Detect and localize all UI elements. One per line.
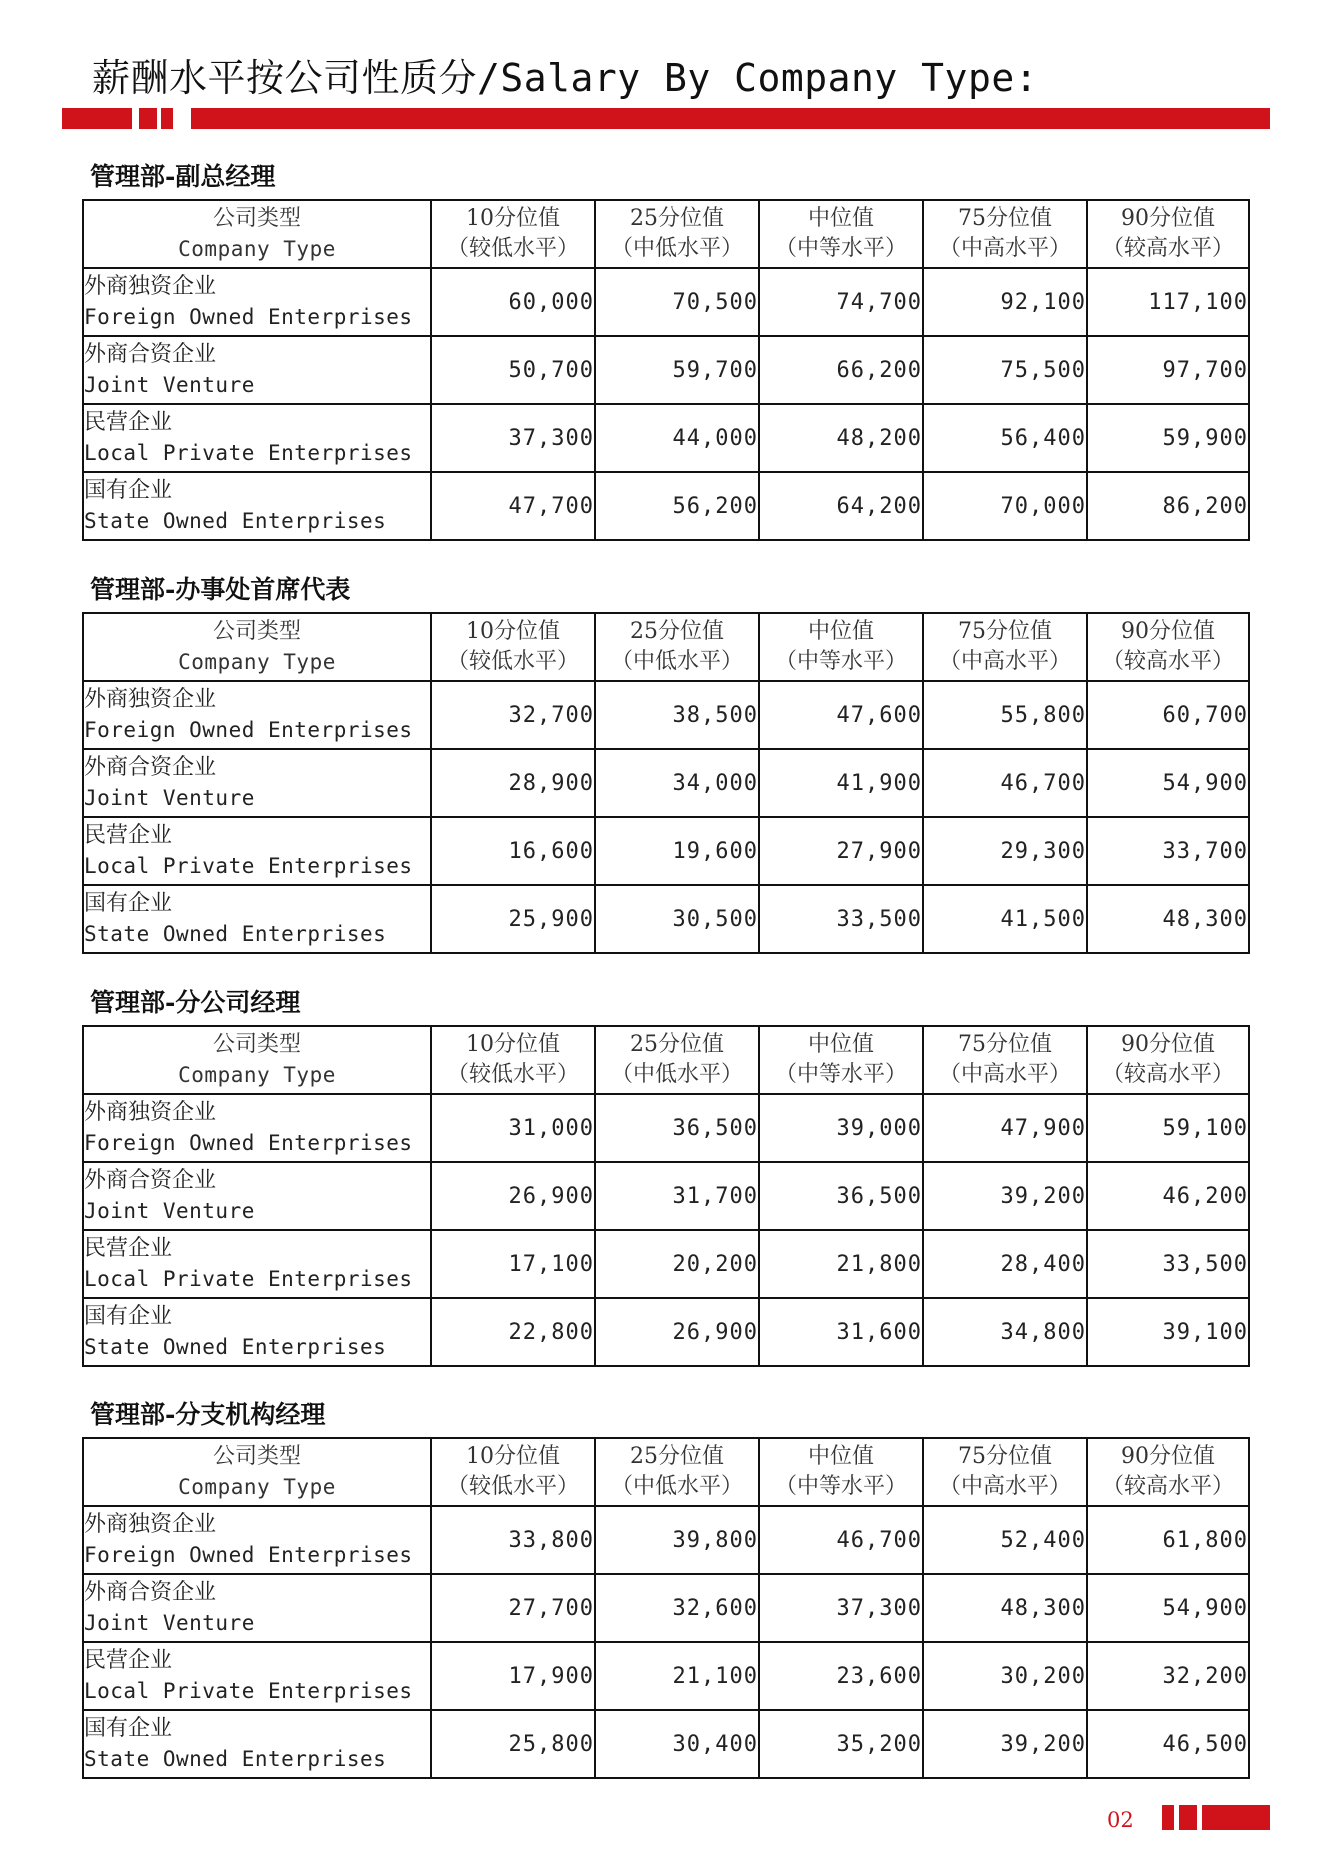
value-cell: 26,900 bbox=[595, 1298, 759, 1366]
value-cell: 30,400 bbox=[595, 1710, 759, 1778]
value-cell: 46,700 bbox=[923, 749, 1087, 817]
value-cell: 27,700 bbox=[431, 1574, 595, 1642]
value-cell: 20,200 bbox=[595, 1230, 759, 1298]
value-cell: 56,400 bbox=[923, 404, 1087, 472]
value-cell: 59,900 bbox=[1087, 404, 1249, 472]
header-company-type: 公司类型 Company Type bbox=[83, 613, 431, 681]
value-cell: 32,200 bbox=[1087, 1642, 1249, 1710]
value-cell: 28,400 bbox=[923, 1230, 1087, 1298]
header-company-type: 公司类型 Company Type bbox=[83, 1026, 431, 1094]
value-cell: 32,700 bbox=[431, 681, 595, 749]
value-cell: 41,900 bbox=[759, 749, 923, 817]
value-cell: 36,500 bbox=[595, 1094, 759, 1162]
value-cell: 34,000 bbox=[595, 749, 759, 817]
value-cell: 46,200 bbox=[1087, 1162, 1249, 1230]
value-cell: 31,000 bbox=[431, 1094, 595, 1162]
salary-table bbox=[82, 199, 1250, 541]
value-cell: 56,200 bbox=[595, 472, 759, 540]
table-header-row bbox=[83, 613, 1249, 681]
header-company-type: 公司类型 Company Type bbox=[83, 200, 431, 268]
footer-bar-main bbox=[1202, 1805, 1270, 1830]
header-bar-block-1 bbox=[139, 108, 157, 129]
header-bar-block-2 bbox=[161, 108, 173, 129]
table-row bbox=[83, 1094, 1249, 1162]
value-cell: 35,200 bbox=[759, 1710, 923, 1778]
value-cell: 97,700 bbox=[1087, 336, 1249, 404]
table-row bbox=[83, 817, 1249, 885]
table-row bbox=[83, 1506, 1249, 1574]
value-cell: 17,100 bbox=[431, 1230, 595, 1298]
company-type-cell: 外商独资企业 Foreign Owned Enterprises bbox=[83, 268, 431, 336]
header-p25: 25分位值 （中低水平） bbox=[595, 1026, 759, 1094]
value-cell: 33,700 bbox=[1087, 817, 1249, 885]
header-bar-main bbox=[191, 108, 1270, 129]
header-p90: 90分位值 （较高水平） bbox=[1087, 200, 1249, 268]
section-title: 管理部-办事处首席代表 bbox=[90, 575, 351, 604]
value-cell: 39,200 bbox=[923, 1710, 1087, 1778]
table-row bbox=[83, 1162, 1249, 1230]
value-cell: 33,500 bbox=[1087, 1230, 1249, 1298]
header-p25: 25分位值 （中低水平） bbox=[595, 200, 759, 268]
header-bar-left bbox=[62, 108, 132, 129]
value-cell: 30,200 bbox=[923, 1642, 1087, 1710]
table-header-row bbox=[83, 200, 1249, 268]
value-cell: 25,900 bbox=[431, 885, 595, 953]
table-row bbox=[83, 336, 1249, 404]
company-type-cell: 外商独资企业 Foreign Owned Enterprises bbox=[83, 681, 431, 749]
header-p10: 10分位值 （较低水平） bbox=[431, 1026, 595, 1094]
value-cell: 48,300 bbox=[923, 1574, 1087, 1642]
table-row bbox=[83, 268, 1249, 336]
value-cell: 75,500 bbox=[923, 336, 1087, 404]
value-cell: 117,100 bbox=[1087, 268, 1249, 336]
page-number: 02 bbox=[1107, 1808, 1134, 1832]
value-cell: 38,500 bbox=[595, 681, 759, 749]
header-p50: 中位值 （中等水平） bbox=[759, 200, 923, 268]
company-type-cell: 民营企业 Local Private Enterprises bbox=[83, 404, 431, 472]
value-cell: 41,500 bbox=[923, 885, 1087, 953]
header-p50: 中位值 （中等水平） bbox=[759, 1438, 923, 1506]
value-cell: 60,000 bbox=[431, 268, 595, 336]
table-row bbox=[83, 472, 1249, 540]
value-cell: 59,700 bbox=[595, 336, 759, 404]
value-cell: 31,600 bbox=[759, 1298, 923, 1366]
header-p75: 75分位值 （中高水平） bbox=[923, 1026, 1087, 1094]
header-p90: 90分位值 （较高水平） bbox=[1087, 1438, 1249, 1506]
value-cell: 27,900 bbox=[759, 817, 923, 885]
value-cell: 39,000 bbox=[759, 1094, 923, 1162]
value-cell: 33,800 bbox=[431, 1506, 595, 1574]
value-cell: 25,800 bbox=[431, 1710, 595, 1778]
company-type-cell: 国有企业 State Owned Enterprises bbox=[83, 472, 431, 540]
value-cell: 47,900 bbox=[923, 1094, 1087, 1162]
value-cell: 39,200 bbox=[923, 1162, 1087, 1230]
value-cell: 37,300 bbox=[759, 1574, 923, 1642]
salary-table bbox=[82, 1437, 1250, 1779]
page-title: 薪酬水平按公司性质分/Salary By Company Type: bbox=[92, 56, 1039, 100]
table-row bbox=[83, 1298, 1249, 1366]
header-p90: 90分位值 （较高水平） bbox=[1087, 1026, 1249, 1094]
value-cell: 21,800 bbox=[759, 1230, 923, 1298]
value-cell: 86,200 bbox=[1087, 472, 1249, 540]
value-cell: 32,600 bbox=[595, 1574, 759, 1642]
company-type-cell: 民营企业 Local Private Enterprises bbox=[83, 817, 431, 885]
company-type-cell: 民营企业 Local Private Enterprises bbox=[83, 1642, 431, 1710]
value-cell: 61,800 bbox=[1087, 1506, 1249, 1574]
company-type-cell: 外商独资企业 Foreign Owned Enterprises bbox=[83, 1506, 431, 1574]
table-row bbox=[83, 1574, 1249, 1642]
company-type-cell: 外商合资企业 Joint Venture bbox=[83, 1162, 431, 1230]
value-cell: 30,500 bbox=[595, 885, 759, 953]
table-row bbox=[83, 1230, 1249, 1298]
company-type-cell: 外商合资企业 Joint Venture bbox=[83, 749, 431, 817]
table-header-row bbox=[83, 1438, 1249, 1506]
header-p10: 10分位值 （较低水平） bbox=[431, 200, 595, 268]
value-cell: 50,700 bbox=[431, 336, 595, 404]
table-row bbox=[83, 1642, 1249, 1710]
value-cell: 21,100 bbox=[595, 1642, 759, 1710]
value-cell: 60,700 bbox=[1087, 681, 1249, 749]
company-type-cell: 民营企业 Local Private Enterprises bbox=[83, 1230, 431, 1298]
value-cell: 46,500 bbox=[1087, 1710, 1249, 1778]
value-cell: 54,900 bbox=[1087, 749, 1249, 817]
header-p25: 25分位值 （中低水平） bbox=[595, 613, 759, 681]
value-cell: 55,800 bbox=[923, 681, 1087, 749]
footer-bar-block-2 bbox=[1179, 1805, 1197, 1830]
value-cell: 33,500 bbox=[759, 885, 923, 953]
value-cell: 48,200 bbox=[759, 404, 923, 472]
table-row bbox=[83, 1710, 1249, 1778]
value-cell: 64,200 bbox=[759, 472, 923, 540]
header-company-type: 公司类型 Company Type bbox=[83, 1438, 431, 1506]
value-cell: 44,000 bbox=[595, 404, 759, 472]
table-row bbox=[83, 885, 1249, 953]
header-p50: 中位值 （中等水平） bbox=[759, 1026, 923, 1094]
value-cell: 70,500 bbox=[595, 268, 759, 336]
table-header-row bbox=[83, 1026, 1249, 1094]
section-title: 管理部-副总经理 bbox=[90, 162, 276, 191]
value-cell: 16,600 bbox=[431, 817, 595, 885]
value-cell: 92,100 bbox=[923, 268, 1087, 336]
value-cell: 48,300 bbox=[1087, 885, 1249, 953]
salary-table bbox=[82, 612, 1250, 954]
value-cell: 54,900 bbox=[1087, 1574, 1249, 1642]
value-cell: 34,800 bbox=[923, 1298, 1087, 1366]
company-type-cell: 外商合资企业 Joint Venture bbox=[83, 336, 431, 404]
value-cell: 19,600 bbox=[595, 817, 759, 885]
company-type-cell: 国有企业 State Owned Enterprises bbox=[83, 1298, 431, 1366]
table-row bbox=[83, 404, 1249, 472]
header-p10: 10分位值 （较低水平） bbox=[431, 1438, 595, 1506]
table-row bbox=[83, 681, 1249, 749]
value-cell: 47,600 bbox=[759, 681, 923, 749]
header-p25: 25分位值 （中低水平） bbox=[595, 1438, 759, 1506]
value-cell: 37,300 bbox=[431, 404, 595, 472]
value-cell: 29,300 bbox=[923, 817, 1087, 885]
section-title: 管理部-分支机构经理 bbox=[90, 1400, 326, 1429]
company-type-cell: 国有企业 State Owned Enterprises bbox=[83, 885, 431, 953]
value-cell: 52,400 bbox=[923, 1506, 1087, 1574]
value-cell: 46,700 bbox=[759, 1506, 923, 1574]
value-cell: 59,100 bbox=[1087, 1094, 1249, 1162]
value-cell: 74,700 bbox=[759, 268, 923, 336]
header-p90: 90分位值 （较高水平） bbox=[1087, 613, 1249, 681]
value-cell: 36,500 bbox=[759, 1162, 923, 1230]
section-title: 管理部-分公司经理 bbox=[90, 988, 301, 1017]
header-p75: 75分位值 （中高水平） bbox=[923, 613, 1087, 681]
value-cell: 28,900 bbox=[431, 749, 595, 817]
value-cell: 22,800 bbox=[431, 1298, 595, 1366]
company-type-cell: 外商合资企业 Joint Venture bbox=[83, 1574, 431, 1642]
company-type-cell: 外商独资企业 Foreign Owned Enterprises bbox=[83, 1094, 431, 1162]
value-cell: 26,900 bbox=[431, 1162, 595, 1230]
value-cell: 39,800 bbox=[595, 1506, 759, 1574]
value-cell: 17,900 bbox=[431, 1642, 595, 1710]
value-cell: 47,700 bbox=[431, 472, 595, 540]
value-cell: 39,100 bbox=[1087, 1298, 1249, 1366]
header-p50: 中位值 （中等水平） bbox=[759, 613, 923, 681]
company-type-cell: 国有企业 State Owned Enterprises bbox=[83, 1710, 431, 1778]
value-cell: 23,600 bbox=[759, 1642, 923, 1710]
footer-bar-block-1 bbox=[1162, 1805, 1174, 1830]
value-cell: 66,200 bbox=[759, 336, 923, 404]
table-row bbox=[83, 749, 1249, 817]
header-p10: 10分位值 （较低水平） bbox=[431, 613, 595, 681]
header-p75: 75分位值 （中高水平） bbox=[923, 1438, 1087, 1506]
value-cell: 31,700 bbox=[595, 1162, 759, 1230]
salary-table bbox=[82, 1025, 1250, 1367]
header-p75: 75分位值 （中高水平） bbox=[923, 200, 1087, 268]
value-cell: 70,000 bbox=[923, 472, 1087, 540]
